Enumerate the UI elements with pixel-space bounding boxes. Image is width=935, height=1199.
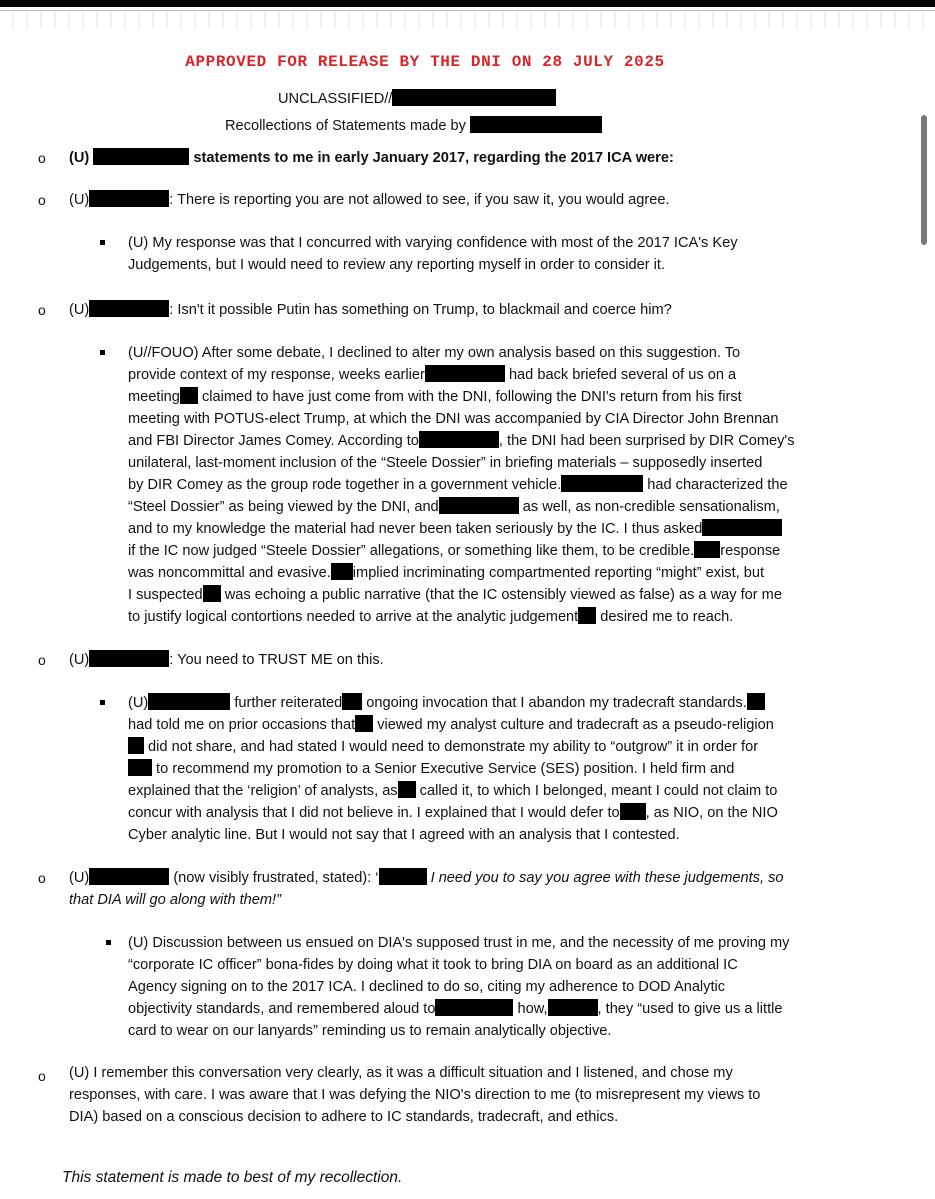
response-3-line-11: was noncommittal and evasive. implied incriminating compartmented reporting “might” exist, but (128, 565, 765, 581)
redaction-box (694, 541, 720, 558)
response-5-line-5: card to wear on our lanyards” reminding us to remain analytically objective. (128, 1023, 612, 1039)
redaction-box (548, 999, 598, 1016)
redaction-box (89, 300, 169, 317)
redaction-box (435, 999, 513, 1016)
response-3-line-4: meeting with POTUS-elect Trump, at which the DNI was accompanied by CIA Director John Brennan (128, 411, 779, 427)
response-3-line-12: I suspected was echoing a public narrative (that the IC ostensibly viewed as false) as a way for me (128, 587, 782, 603)
response-5-line-2: “corporate IC officer” bona-fides by doing what it took to bring DIA on board as an additional IC (128, 957, 738, 973)
response-3-line-13: to justify logical contortions needed to arrive at the analytic judgement desired me to reach. (128, 609, 734, 625)
square-bullet-icon (100, 240, 105, 245)
response-3-line-2: provide context of my response, weeks earlier had back briefed several of us on a (128, 367, 737, 383)
document-title: Recollections of Statements made by (225, 115, 602, 137)
response-4-line-2: had told me on prior occasions that viewed my analyst culture and tradecraft as a pseudo-religion (128, 717, 774, 733)
square-bullet-icon (100, 350, 105, 355)
redaction-box (419, 431, 499, 448)
redaction-box (342, 693, 362, 710)
circle-bullet-icon: o (38, 1068, 46, 1084)
page-edge (0, 10, 935, 29)
scrollbar-thumb[interactable] (921, 115, 927, 245)
response-2-line-2: Judgements, but I would need to review any reporting myself in order to consider it. (128, 257, 666, 273)
response-3-line-7: by DIR Comey as the group rode together in a government vehicle. had characterized the (128, 477, 788, 493)
circle-bullet-icon: o (38, 150, 46, 166)
redaction-box (392, 89, 556, 106)
classification-line: UNCLASSIFIED// (278, 88, 556, 110)
response-3-line-1: (U//FOUO) After some debate, I declined to alter my own analysis based on this suggestion. To (128, 345, 741, 361)
response-4-line-5: explained that the ‘religion’ of analysts, as called it, to which I belonged, meant I could not claim to (128, 783, 778, 799)
response-4-line-7: Cyber analytic line. But I would not say that I agreed with an analysis that I contested. (128, 827, 680, 843)
response-3-line-6: unilateral, last-moment inclusion of the “Steele Dossier” in briefing materials – supposedly inserted (128, 455, 763, 471)
statement-6-line-3: DIA) based on a conscious decision to adhere to IC standards, tradecraft, and ethics. (69, 1109, 619, 1125)
redaction-box (439, 497, 519, 514)
response-3-line-8: “Steel Dossier” as being viewed by the DNI, and as well, as non-credible sensationalism, (128, 499, 780, 515)
redaction-box (89, 868, 169, 885)
redaction-box (89, 650, 169, 667)
square-bullet-icon (106, 940, 111, 945)
redaction-box (93, 148, 189, 165)
redaction-box (89, 190, 169, 207)
response-4-line-4: to recommend my promotion to a Senior Executive Service (SES) position. I held firm and (128, 758, 734, 780)
redaction-box (203, 585, 221, 602)
redaction-box (355, 715, 373, 732)
statement-2: (U) : There is reporting you are not allowed to see, if you saw it, you would agree. (69, 192, 670, 208)
redaction-box (620, 803, 646, 820)
circle-bullet-icon: o (38, 870, 46, 886)
statement-3: (U) : Isn't it possible Putin has something on Trump, to blackmail and coerce him? (69, 302, 672, 318)
top-border (0, 0, 935, 7)
statement-5-line-2: that DIA will go along with them!” (69, 892, 281, 908)
square-bullet-icon (100, 700, 105, 705)
response-5-line-3: Agency signing on to the 2017 ICA. I declined to do so, citing my adherence to DOD Analytic (128, 979, 726, 995)
redaction-box (128, 759, 152, 776)
response-4-line-6: concur with analysis that I did not believe in. I explained that I would defer to , as NIO, on the NIO (128, 805, 778, 821)
statement-6-line-1: (U) I remember this conversation very clearly, as it was a difficult situation and I listened, and chose my (69, 1065, 733, 1081)
redaction-box (470, 116, 602, 133)
response-3-line-9: and to my knowledge the material had never been taken seriously by the IC. I thus asked (128, 518, 782, 540)
circle-bullet-icon: o (38, 302, 46, 318)
response-4-line-1: (U) further reiterated ongoing invocation that I abandon my tradecraft standards. (128, 692, 765, 714)
response-5-line-1: (U) Discussion between us ensued on DIA's supposed trust in me, and the necessity of me proving my (128, 935, 790, 951)
redaction-box (578, 607, 596, 624)
statement-5-line-1: (U) (now visibly frustrated, stated): ‘ I need you to say you agree with these judgements, so (69, 870, 784, 886)
response-3-line-5: and FBI Director James Comey. According to , the DNI had been surprised by DIR Comey's (128, 433, 795, 449)
response-3-line-10: if the IC now judged “Steele Dossier” allegations, or something like them, to be credible. response (128, 543, 781, 559)
response-5-line-4: objectivity standards, and remembered aloud to how, , they “used to give us a little (128, 1001, 783, 1017)
circle-bullet-icon: o (38, 192, 46, 208)
closing-statement: This statement is made to best of my recollection. (62, 1169, 403, 1186)
statement-4: (U) : You need to TRUST ME on this. (69, 652, 384, 668)
redaction-box (425, 365, 505, 382)
statement-6-line-2: responses, with care. I was aware that I was defying the NIO's direction to me (to misrepresent my views to (69, 1087, 761, 1103)
redaction-box (180, 387, 198, 404)
approval-stamp: APPROVED FOR RELEASE BY THE DNI ON 28 JULY 2025 (185, 53, 665, 71)
response-4-line-3: did not share, and had stated I would need to demonstrate my ability to “outgrow” it in order for (128, 736, 758, 758)
redaction-box (379, 868, 427, 885)
redaction-box (561, 475, 643, 492)
redaction-box (747, 693, 765, 710)
statement-intro: (U) statements to me in early January 2017, regarding the 2017 ICA were: (69, 150, 674, 166)
response-2-line-1: (U) My response was that I concurred with varying confidence with most of the 2017 ICA's Key (128, 235, 738, 251)
redaction-box (702, 519, 782, 536)
redaction-box (398, 781, 416, 798)
response-3-line-3: meeting claimed to have just come from with the DNI, following the DNI's return from his first (128, 389, 742, 405)
redaction-box (148, 693, 230, 710)
redaction-box (128, 737, 144, 754)
redaction-box (331, 563, 353, 580)
circle-bullet-icon: o (38, 652, 46, 668)
